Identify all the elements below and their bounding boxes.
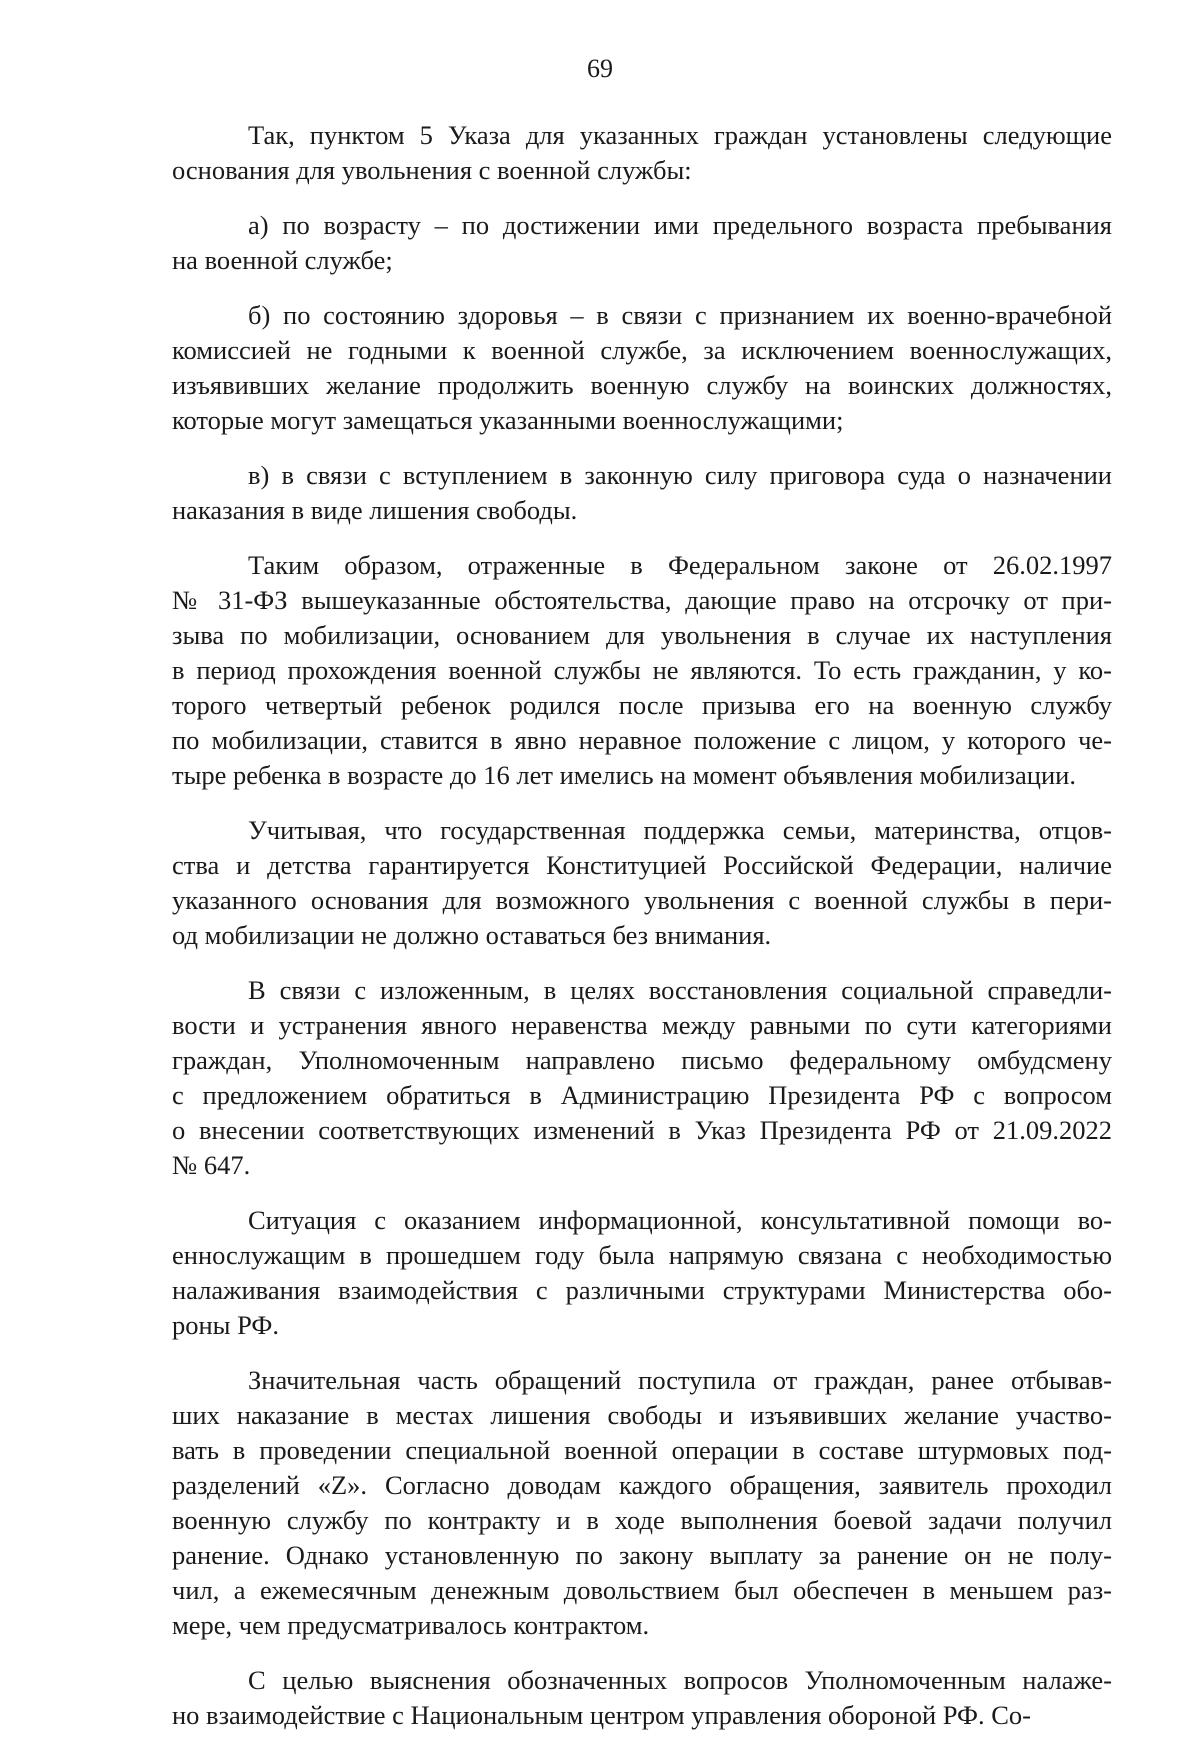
text-line: Учитывая, что государственная поддержка семьи, материнства, отцов- bbox=[248, 815, 1112, 845]
text-line: Ситуация с оказанием информационной, консультативной помощи во- bbox=[248, 1205, 1112, 1235]
text-line: но взаимодействие с Национальным центром управления обороной РФ. Со- bbox=[172, 1700, 1031, 1730]
text-line: С целью выяснения обозначенных вопросов Уполномоченным налаже- bbox=[248, 1665, 1112, 1695]
text-line: с предложением обратиться в Администрацию Президента РФ с вопросом bbox=[172, 1080, 1112, 1110]
text-line: военную службу по контракту и в ходе выполнения боевой задачи получил bbox=[172, 1505, 1112, 1535]
text-line: б) по состоянию здоровья – в связи с признанием их военно-врачебной bbox=[248, 300, 1112, 330]
text-line: в период прохождения военной службы не являются. То есть гражданин, у ко- bbox=[172, 655, 1112, 685]
text-line: зыва по мобилизации, основанием для увольнения в случае их наступления bbox=[172, 620, 1112, 650]
text-line: № 647. bbox=[172, 1150, 251, 1180]
text-line: роны РФ. bbox=[172, 1310, 279, 1340]
text-line: на военной службе; bbox=[172, 245, 393, 275]
text-line: граждан, Уполномоченным направлено письмо федеральному омбудсмену bbox=[172, 1045, 1112, 1075]
text-line: од мобилизации не должно оставаться без внимания. bbox=[172, 920, 772, 950]
text-line: изъявивших желание продолжить военную службу на воинских должностях, bbox=[172, 370, 1112, 400]
text-line: налаживания взаимодействия с различными структурами Министерства обо- bbox=[172, 1275, 1112, 1305]
text-line: В связи с изложенным, в целях восстановления социальной справедли- bbox=[248, 975, 1112, 1005]
paragraph bbox=[172, 118, 1112, 188]
text-line: мере, чем предусматривалось контрактом. bbox=[172, 1610, 650, 1640]
text-line: Значительная часть обращений поступила от граждан, ранее отбывав- bbox=[248, 1365, 1112, 1395]
text-line: вости и устранения явного неравенства между равными по сути категориями bbox=[172, 1010, 1112, 1040]
paragraph bbox=[172, 298, 1112, 438]
paragraph bbox=[172, 813, 1112, 953]
text-line: комиссией не годными к военной службе, за исключением военнослужащих, bbox=[172, 335, 1112, 365]
text-line: которые могут замещаться указанными военнослужащими; bbox=[172, 405, 844, 435]
text-line: а) по возрасту – по достижении ими предельного возраста пребывания bbox=[248, 210, 1112, 240]
text-line: № 31-ФЗ вышеуказанные обстоятельства, дающие право на отсрочку от при- bbox=[172, 585, 1112, 615]
text-line: в) в связи с вступлением в законную силу приговора суда о назначении bbox=[248, 460, 1112, 490]
page-number: 69 bbox=[587, 54, 613, 83]
text-line: ства и детства гарантируется Конституцией Российской Федерации, наличие bbox=[172, 850, 1112, 880]
text-line: еннослужащим в прошедшем году была напрямую связана с необходимостью bbox=[172, 1240, 1112, 1270]
text-line: ранение. Однако установленную по закону выплату за ранение он не полу- bbox=[172, 1540, 1112, 1570]
paragraph bbox=[172, 208, 1112, 278]
text-line: указанного основания для возможного увольнения с военной службы в пери- bbox=[172, 885, 1112, 915]
paragraph bbox=[172, 1203, 1112, 1343]
paragraph bbox=[172, 548, 1112, 793]
text-line: ших наказание в местах лишения свободы и изъявивших желание участво- bbox=[172, 1400, 1112, 1430]
text-line: о внесении соответствующих изменений в Указ Президента РФ от 21.09.2022 bbox=[172, 1115, 1112, 1145]
text-line: торого четвертый ребенок родился после призыва его на военную службу bbox=[172, 690, 1112, 720]
text-line: чил, а ежемесячным денежным довольствием был обеспечен в меньшем раз- bbox=[172, 1575, 1112, 1605]
paragraph bbox=[172, 458, 1112, 528]
text-line: основания для увольнения с военной службы: bbox=[172, 155, 692, 185]
text-line: Так, пунктом 5 Указа для указанных граждан установлены следующие bbox=[248, 120, 1112, 150]
text-line: разделений «Z». Согласно доводам каждого обращения, заявитель проходил bbox=[172, 1470, 1112, 1500]
text-line: Таким образом, отраженные в Федеральном законе от 26.02.1997 bbox=[248, 550, 1112, 580]
text-line: наказания в виде лишения свободы. bbox=[172, 495, 578, 525]
text-line: по мобилизации, ставится в явно неравное положение с лицом, у которого че- bbox=[172, 725, 1112, 755]
paragraph bbox=[172, 1663, 1112, 1733]
paragraph bbox=[172, 973, 1112, 1183]
paragraph bbox=[172, 1363, 1112, 1643]
text-line: вать в проведении специальной военной операции в составе штурмовых под- bbox=[172, 1435, 1112, 1465]
document-body bbox=[172, 118, 1112, 1753]
text-line: тыре ребенка в возрасте до 16 лет имелись на момент объявления мобилизации. bbox=[172, 760, 1076, 790]
